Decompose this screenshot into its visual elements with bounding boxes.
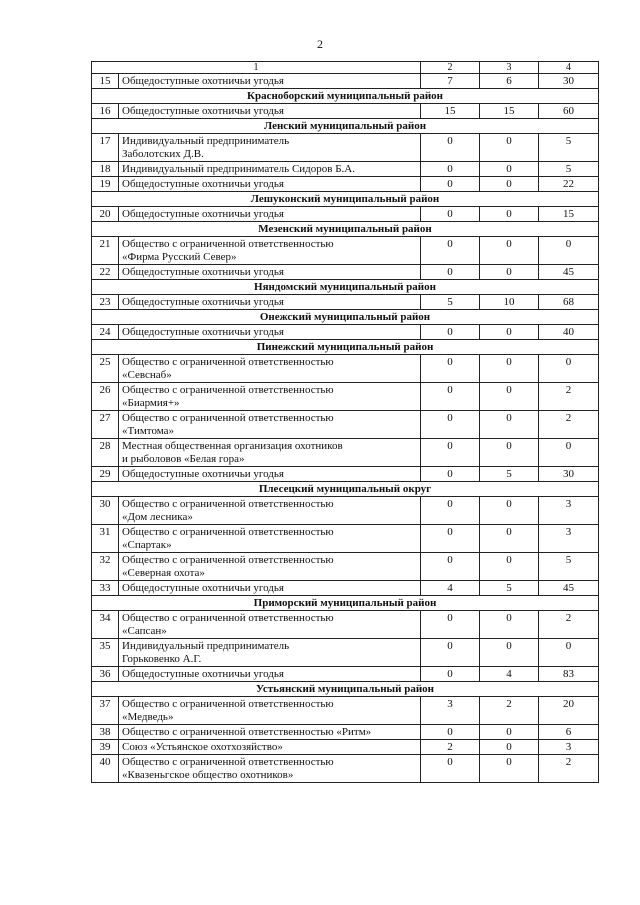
- value-col-2: 0: [421, 467, 480, 482]
- table-row: [92, 725, 599, 740]
- row-number: 26: [92, 383, 119, 411]
- name-line: «Биармия+»: [122, 396, 180, 409]
- value-col-2: 0: [421, 355, 480, 383]
- district-title: Няндомский муниципальный район: [92, 280, 599, 295]
- name-line: «Севснаб»: [122, 368, 172, 381]
- page-number: 2: [317, 37, 323, 51]
- hunting-ground-name: [119, 104, 421, 119]
- table-row: [92, 411, 599, 439]
- hunting-ground-name: [119, 411, 421, 439]
- table-row: [92, 134, 599, 162]
- hunting-ground-name: [119, 581, 421, 596]
- table-row: [92, 667, 599, 682]
- name-line: Общедоступные охотничьи угодья: [122, 296, 284, 308]
- name-line: «Дом лесника»: [122, 510, 193, 523]
- name-line: «Спартак»: [122, 538, 172, 551]
- value-col-3: 0: [480, 497, 539, 525]
- district-header-row: [92, 119, 599, 134]
- row-number: 35: [92, 639, 119, 667]
- value-col-3: 0: [480, 740, 539, 755]
- district-title: Красноборский муниципальный район: [92, 89, 599, 104]
- name-line: Общедоступные охотничьи угодья: [122, 266, 284, 278]
- district-header-row: [92, 340, 599, 355]
- row-number: 28: [92, 439, 119, 467]
- name-line: Общедоступные охотничьи угодья: [122, 105, 284, 117]
- value-col-2: 5: [421, 295, 480, 310]
- table-row: [92, 697, 599, 725]
- row-number: 33: [92, 581, 119, 596]
- value-col-2: 0: [421, 383, 480, 411]
- table-row: [92, 639, 599, 667]
- column-number-2: 2: [421, 62, 480, 74]
- name-line: «Медведь»: [122, 710, 174, 723]
- name-line: Заболотских Д.В.: [122, 147, 204, 160]
- value-col-4: 2: [539, 411, 599, 439]
- value-col-3: 15: [480, 104, 539, 119]
- row-number: 34: [92, 611, 119, 639]
- name-line: Местная общественная организация охотников: [122, 440, 343, 452]
- district-header-row: [92, 222, 599, 237]
- district-title: Плесецкий муниципальный округ: [92, 482, 599, 497]
- value-col-3: 4: [480, 667, 539, 682]
- name-line: Общество с ограниченной ответственностью: [122, 554, 334, 566]
- row-number: 27: [92, 411, 119, 439]
- row-number: 37: [92, 697, 119, 725]
- name-line: Общедоступные охотничьи угодья: [122, 178, 284, 190]
- table-row: [92, 467, 599, 482]
- value-col-2: 0: [421, 755, 480, 783]
- value-col-4: 68: [539, 295, 599, 310]
- value-col-4: 60: [539, 104, 599, 119]
- value-col-4: 3: [539, 525, 599, 553]
- hunting-ground-name: [119, 740, 421, 755]
- row-number: 36: [92, 667, 119, 682]
- value-col-3: 0: [480, 611, 539, 639]
- district-title: Ленский муниципальный район: [92, 119, 599, 134]
- value-col-4: 15: [539, 207, 599, 222]
- value-col-2: 0: [421, 237, 480, 265]
- row-number: 32: [92, 553, 119, 581]
- hunting-ground-name: [119, 611, 421, 639]
- value-col-4: 0: [539, 639, 599, 667]
- name-line: Общество с ограниченной ответственностью: [122, 756, 334, 768]
- row-number: 40: [92, 755, 119, 783]
- district-header-row: [92, 192, 599, 207]
- value-col-2: 0: [421, 525, 480, 553]
- name-line: Общедоступные охотничьи угодья: [122, 75, 284, 87]
- hunting-ground-name: [119, 177, 421, 192]
- value-col-3: 0: [480, 134, 539, 162]
- value-col-3: 0: [480, 383, 539, 411]
- hunting-ground-name: [119, 467, 421, 482]
- name-line: Индивидуальный предприниматель: [122, 135, 290, 147]
- hunting-ground-name: [119, 525, 421, 553]
- table-row: [92, 383, 599, 411]
- table-row: [92, 177, 599, 192]
- hunting-ground-name: [119, 697, 421, 725]
- hunting-ground-name: [119, 639, 421, 667]
- district-header-row: [92, 596, 599, 611]
- value-col-3: 0: [480, 755, 539, 783]
- hunting-ground-name: [119, 383, 421, 411]
- name-line: Горьковенко А.Г.: [122, 652, 202, 665]
- value-col-2: 0: [421, 611, 480, 639]
- name-line: «Фирма Русский Север»: [122, 250, 237, 263]
- name-line: Общество с ограниченной ответственностью: [122, 698, 334, 710]
- value-col-3: 0: [480, 237, 539, 265]
- district-title: Приморский муниципальный район: [92, 596, 599, 611]
- hunting-ground-name: [119, 162, 421, 177]
- table-row: [92, 553, 599, 581]
- row-number: 38: [92, 725, 119, 740]
- value-col-2: 7: [421, 74, 480, 89]
- hunting-ground-name: [119, 553, 421, 581]
- value-col-2: 0: [421, 325, 480, 340]
- name-line: Общество с ограниченной ответственностью «Ритм»: [122, 726, 372, 738]
- value-col-2: 0: [421, 725, 480, 740]
- value-col-2: 0: [421, 553, 480, 581]
- value-col-3: 0: [480, 162, 539, 177]
- value-col-4: 0: [539, 439, 599, 467]
- name-line: «Тимтома»: [122, 424, 175, 437]
- hunting-ground-name: [119, 355, 421, 383]
- name-line: Союз «Устьянское охотхозяйство»: [122, 741, 283, 753]
- value-col-4: 0: [539, 355, 599, 383]
- hunting-ground-name: [119, 74, 421, 89]
- column-number-4: 4: [539, 62, 599, 74]
- value-col-4: 22: [539, 177, 599, 192]
- district-title: Мезенский муниципальный район: [92, 222, 599, 237]
- hunting-ground-name: [119, 325, 421, 340]
- row-number: 21: [92, 237, 119, 265]
- value-col-3: 0: [480, 355, 539, 383]
- name-line: и рыболовов «Белая гора»: [122, 452, 245, 465]
- value-col-4: 2: [539, 611, 599, 639]
- table-row: [92, 755, 599, 783]
- table-row: [92, 497, 599, 525]
- district-title: Лешуконский муниципальный район: [92, 192, 599, 207]
- hunting-ground-name: [119, 295, 421, 310]
- table-row: [92, 162, 599, 177]
- value-col-4: 83: [539, 667, 599, 682]
- value-col-3: 0: [480, 525, 539, 553]
- value-col-2: 0: [421, 497, 480, 525]
- value-col-3: 0: [480, 553, 539, 581]
- table-row: [92, 525, 599, 553]
- hunting-ground-name: [119, 667, 421, 682]
- district-title: Устьянский муниципальный район: [92, 682, 599, 697]
- name-line: «Квазеньгское общество охотников»: [122, 768, 294, 781]
- district-title: Онежский муниципальный район: [92, 310, 599, 325]
- hunting-ground-name: [119, 265, 421, 280]
- value-col-4: 45: [539, 265, 599, 280]
- quota-table-body: [92, 62, 599, 783]
- district-header-row: [92, 682, 599, 697]
- value-col-3: 0: [480, 265, 539, 280]
- table-row: [92, 237, 599, 265]
- hunting-ground-name: [119, 207, 421, 222]
- value-col-2: 0: [421, 134, 480, 162]
- district-header-row: [92, 280, 599, 295]
- district-header-row: [92, 310, 599, 325]
- table-row: [92, 325, 599, 340]
- row-number: 25: [92, 355, 119, 383]
- table-row: [92, 295, 599, 310]
- hunting-ground-name: [119, 439, 421, 467]
- value-col-3: 0: [480, 639, 539, 667]
- name-line: Общество с ограниченной ответственностью: [122, 238, 334, 250]
- value-col-3: 0: [480, 325, 539, 340]
- value-col-4: 30: [539, 467, 599, 482]
- value-col-4: 30: [539, 74, 599, 89]
- value-col-3: 2: [480, 697, 539, 725]
- value-col-3: 5: [480, 467, 539, 482]
- value-col-2: 3: [421, 697, 480, 725]
- name-line: «Северная охота»: [122, 566, 205, 579]
- table-row: [92, 207, 599, 222]
- name-line: «Сапсан»: [122, 624, 167, 637]
- value-col-2: 15: [421, 104, 480, 119]
- value-col-4: 20: [539, 697, 599, 725]
- value-col-2: 0: [421, 207, 480, 222]
- row-number: 18: [92, 162, 119, 177]
- value-col-3: 0: [480, 439, 539, 467]
- table-row: [92, 104, 599, 119]
- name-line: Общедоступные охотничьи угодья: [122, 582, 284, 594]
- value-col-3: 5: [480, 581, 539, 596]
- name-line: Общедоступные охотничьи угодья: [122, 326, 284, 338]
- name-line: Общество с ограниченной ответственностью: [122, 498, 334, 510]
- name-line: Общество с ограниченной ответственностью: [122, 412, 334, 424]
- value-col-2: 0: [421, 265, 480, 280]
- value-col-4: 5: [539, 162, 599, 177]
- value-col-3: 0: [480, 177, 539, 192]
- value-col-4: 45: [539, 581, 599, 596]
- value-col-2: 0: [421, 411, 480, 439]
- value-col-2: 2: [421, 740, 480, 755]
- district-header-row: [92, 89, 599, 104]
- value-col-4: 3: [539, 740, 599, 755]
- row-number: 15: [92, 74, 119, 89]
- row-number: 39: [92, 740, 119, 755]
- value-col-4: 5: [539, 134, 599, 162]
- hunting-ground-name: [119, 755, 421, 783]
- quota-table: [91, 61, 599, 783]
- value-col-4: 5: [539, 553, 599, 581]
- table-row: [92, 581, 599, 596]
- hunting-ground-name: [119, 497, 421, 525]
- value-col-2: 4: [421, 581, 480, 596]
- name-line: Общество с ограниченной ответственностью: [122, 384, 334, 396]
- table-row: [92, 740, 599, 755]
- row-number: 23: [92, 295, 119, 310]
- row-number: 17: [92, 134, 119, 162]
- column-number-3: 3: [480, 62, 539, 74]
- row-number: 22: [92, 265, 119, 280]
- value-col-3: 6: [480, 74, 539, 89]
- value-col-2: 0: [421, 162, 480, 177]
- column-number-1: 1: [92, 62, 421, 74]
- row-number: 19: [92, 177, 119, 192]
- row-number: 30: [92, 497, 119, 525]
- name-line: Общество с ограниченной ответственностью: [122, 356, 334, 368]
- value-col-2: 0: [421, 439, 480, 467]
- value-col-3: 10: [480, 295, 539, 310]
- name-line: Общедоступные охотничьи угодья: [122, 668, 284, 680]
- hunting-ground-name: [119, 134, 421, 162]
- value-col-2: 0: [421, 639, 480, 667]
- value-col-4: 0: [539, 237, 599, 265]
- name-line: Общество с ограниченной ответственностью: [122, 612, 334, 624]
- value-col-3: 0: [480, 725, 539, 740]
- name-line: Общедоступные охотничьи угодья: [122, 468, 284, 480]
- row-number: 20: [92, 207, 119, 222]
- value-col-4: 3: [539, 497, 599, 525]
- row-number: 16: [92, 104, 119, 119]
- value-col-4: 40: [539, 325, 599, 340]
- hunting-ground-name: [119, 237, 421, 265]
- column-number-row: [92, 62, 599, 74]
- value-col-4: 2: [539, 383, 599, 411]
- row-number: 29: [92, 467, 119, 482]
- name-line: Индивидуальный предприниматель Сидоров Б.А.: [122, 163, 355, 175]
- table-row: [92, 355, 599, 383]
- value-col-3: 0: [480, 411, 539, 439]
- name-line: Общедоступные охотничьи угодья: [122, 208, 284, 220]
- value-col-2: 0: [421, 667, 480, 682]
- hunting-ground-name: [119, 725, 421, 740]
- name-line: Индивидуальный предприниматель: [122, 640, 290, 652]
- table-row: [92, 265, 599, 280]
- row-number: 31: [92, 525, 119, 553]
- table-row: [92, 439, 599, 467]
- district-title: Пинежский муниципальный район: [92, 340, 599, 355]
- value-col-2: 0: [421, 177, 480, 192]
- value-col-3: 0: [480, 207, 539, 222]
- table-row: [92, 611, 599, 639]
- value-col-4: 6: [539, 725, 599, 740]
- table-row: [92, 74, 599, 89]
- row-number: 24: [92, 325, 119, 340]
- name-line: Общество с ограниченной ответственностью: [122, 526, 334, 538]
- value-col-4: 2: [539, 755, 599, 783]
- district-header-row: [92, 482, 599, 497]
